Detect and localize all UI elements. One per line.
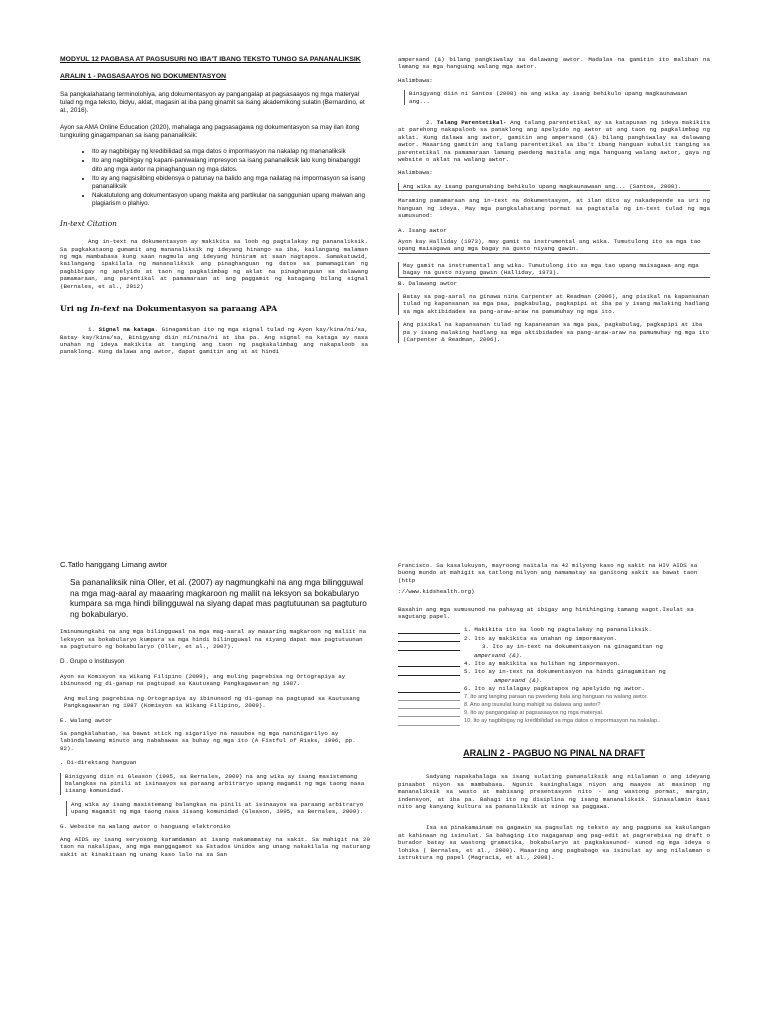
- many-ways-paragraph: Maraming pamamaraan ang in-text na dokumentasyon, at ilan dito ay nakadepende sa uri ng hanguan ng ideya. May mga pangkalahatang pormat sa pagtatala ng in-text tulad ng mga sumusunod:: [398, 197, 710, 220]
- example-paragraph: Binigyang diin ni Gleason (1995, sa Bernales, 2009) na ang wika ay isang masistemang balangkas na pinili at isinaayos sa paraang arbitraryo upang magamit ng mga taong nasa iisang komunidad.: [60, 773, 370, 795]
- answer-blank[interactable]: [398, 669, 460, 676]
- parentikal-paragraph: 2. Talang Parentetikal- Ang talang parentetikal ay sa katapusan ng ideya makikita at parehong nakapaloob sa panaklong ang apelyido ng awtor at ang taon ng pagkalimbag ng aklat. Kung dalawa ang awtor, gamitin ang ampersand (&) bilang panghiwalay sa dalawang awtor. Maaaring gamitin ang talang parentetikal sa iba't ibang hanguan subalit tanging sa parentetikal na pamamaraan lamang pwedeng maitala ang mga hanguang walang awtor, gaya ng website o aklat na walang awtor.: [398, 119, 711, 164]
- answer-blank[interactable]: [398, 702, 460, 709]
- subheading-dalawang-awtor: B. Dalawang awtor: [398, 279, 458, 287]
- answer-blank[interactable]: [398, 644, 460, 651]
- module-title: MODYUL 12 PAGBASA AT PAGSUSURI NG IBA'T IBANG TEKSTO TUNGO SA PANANALIKSIK: [60, 56, 361, 63]
- answer-blank[interactable]: [398, 710, 460, 717]
- example-label: Halimbawa:: [398, 169, 433, 177]
- quiz-item: 2. Ito ay makikita sa unahan ng impormasyon.: [398, 635, 710, 642]
- example-label: Halimbawa:: [398, 76, 433, 84]
- answer-blank[interactable]: [398, 660, 460, 667]
- example-paragraph: Ang AIDS ay isang seryosong karamdaman at isang nakamamatay na sakit. Sa mahigit na 20 taon na nakalipas, ang mga manggagamot sa Estados Unidos ang unang nakakilala ng naturang sakit at kinakitaan ng unang kaso lalo na sa San: [60, 835, 370, 858]
- intext-heading: In-text Citation: [60, 218, 117, 228]
- answer-blank[interactable]: [398, 719, 460, 726]
- quiz-item: 4. Ito ay makikita sa hulihan ng impormasyon.: [398, 660, 710, 667]
- example-box: Ang pisikal na kapansanan tulad ng kapansanan sa mga paa, pagkabulag, pagkapipi at iba pa y isang malaking hadlang sa mga aktibidades sa pang-araw-araw na pamumuhay ng mga ito (Carpenter & Readman, 2006).: [398, 321, 710, 343]
- quiz-item: 9. Ito ay pangangalap at pagsasaayos ng mga materyal.: [398, 710, 710, 717]
- aralin-2-paragraph: Isa sa pinakamainam na gagawin sa pagsulat ng teksto ay ang pagpuna sa kakulangan at kahinaan ng isinulat. Sa bahaging ito nagaganap ang pag-edit at pagrerebisa ng draft o burador batay sa wastong gramatika, bokabularyo at pagkakasunod- sunod ng mga ideya o lohika ( Bernales, et al., 2009). Maaaring ang pagbabago sa isinulat ay ang nilalaman o istruktura ng papel (Magracia, et al., 2008).: [398, 824, 710, 862]
- top-left-column: [60, 56, 368, 360]
- url-text: ://www.kidshealth.org): [398, 588, 475, 596]
- answer-blank[interactable]: [398, 635, 460, 642]
- quiz-item: 5. Ito ay in-text na dokumentasyon na hindi ginagamitan ng: [398, 668, 710, 675]
- lesson-title: ARALIN 1 - PAGSASAAYOS NG DOKUMENTASYON: [60, 72, 227, 80]
- answer-blank[interactable]: [398, 694, 460, 701]
- aralin-2-title: ARALIN 2 - PAGBUO NG PINAL NA DRAFT: [463, 747, 645, 758]
- example-paragraph: Ang muling pagrebisa ng Ortograpiya ay ibinunsod ng di-ganap na pagtupad sa Kautusang Pangkagawaran ng 1987 (Komisyon sa Wikang Filipino, 2009).: [64, 694, 360, 710]
- bottom-left-column: [60, 560, 370, 862]
- subheading-e: E. Walang awtor: [60, 716, 113, 724]
- ama-paragraph: Ayon sa AMA Online Education (2020), mahalaga ang pagsasagawa ng dokumentasyon sa may ilan itong tungkuling ginagampanan sa isang pananaliksik:: [60, 123, 360, 139]
- example-box: May gamit na instrumental ang wika. Tumutulong ito sa mga tao upang maisagawa ang mga bagay na gusto niyang gawin (Halliday, 1973).: [398, 262, 710, 278]
- quiz-item: 6. Ito ay nilalagay pagkatapos ng apelyido ng awtor.: [398, 685, 710, 692]
- quiz-item: 3. Ito ay in-text na dokumentasyon na ginagamitan ng: [398, 643, 710, 650]
- bottom-right-column: [398, 562, 710, 866]
- continued-text: Francisco. Sa kasalukuyan, mayroong naitala na 42 milyong kaso ng sakit na HIV AIDS sa buong mundo at mahigit sa tatlong milyon ang namamatay sa ganitong sakit sa bawat taon (http: [398, 562, 698, 584]
- example-paragraph: Iminumungkahi na ang mga bilingguwal na mga mag-aaral ay maaaring magkaroon ng maliit na leksyon sa bokabularyo kumpara sa mga hindi bilingguwal na siyang dapat mas pagtutuunan sa pagtuturo ng bokabularyo (Oller, et al., 2007).: [60, 628, 367, 651]
- instructions: Basahin ang mga sumusunod na pahayag at ibigay ang hinihinging tamang sagot.Isulat sa sagutang papel.: [398, 605, 694, 621]
- top-right-column: [398, 56, 710, 347]
- quiz-item: 7. Ito ang tanging paraan na pwedeng itala ang hanguan na walang awtor.: [398, 694, 710, 701]
- intro-paragraph: Sa pangkalahatang terminolohiya, ang dokumentasyon ay pangangalap at pagsasaayos ng mga materyal tulad ng mga teksto, bidyu, aklat, magasin at iba pang ginamit sa isang akademikong sulatin (Bernardino, et al., 2016).: [60, 90, 365, 115]
- intext-paragraph: Ang in-text na dokumentasyon ay makikita sa loob ng pagtalakay ng pananaliksik. Sa pagkakataong gumamit ang mananaliksik ng ideyang hinango sa iba, kailangang malaman ng mga mambabasa kung saan nagmula ang ideyang hiniram at saan nagtapos. Samakatuwid, kailangang ipakilala ng mananaliksik ang pinaghanguan ng datos sa pamamagitan ng pagbibigay ng apelyido at taon ng pagkalimbag ng aklat na pinaghanguan sa dalawang pamamaraan, ang parentikal at pamamaraan at ang paggamit ng katagang bilang signal (Bernales, et al., 2012): [60, 238, 368, 290]
- list-item: • Ito ang nagbibigay ng kapani-paniwalang impresyon sa isang pananaliksik lalo kung binabanggit dito ang mga awtor na pinaghanguan ng mga datos.: [92, 157, 368, 173]
- answer-blank[interactable]: [398, 686, 460, 693]
- parentikal-label: Talang Parentetikal-: [436, 119, 507, 127]
- function-list: [74, 148, 368, 208]
- answer-blank[interactable]: [398, 627, 460, 634]
- list-item: • Ito ay ang nagsisilbing ebidensya o patunay na balido ang mga nailatag na impormasyon sa isang pananaliksik: [92, 175, 368, 191]
- example-paragraph: Ang wika ay isang masistemang balangkas na pinili at isinaayos sa paraang arbitraryo upang magamit ng mga taong nasa iisang komunidad (Gleason, 1995, sa Bernales, 2009).: [66, 801, 370, 816]
- continued-text: ampersand (&) bilang pangkiwalay sa dalawang awtor. Madalas na gamitin ito maliban na lamang sa mga hanguang walang mga awtor.: [398, 56, 710, 71]
- list-item: • Nakatutulong ang dokumentasyon upang makita ang partikular na sanggunian upang maiwan ang plagiarism o plahiyo.: [92, 192, 368, 208]
- subheading-f: . Di-direktang hanguan: [60, 759, 137, 767]
- subheading-isang-awtor: A. Isang awtor: [398, 226, 447, 234]
- signal-paragraph: 1. Signal na kataga. Ginagamitan ito ng mga signal tulad ng Ayon kay/kina/ni/sa, Batay kay/kina/sa, Binigyang diin ni/nina/ni at iba pa. Ang signal na kataga ay nasa unahan ng ideya makikita at tanging ang taon ng pagkakalimbag ang nakapaloob sa panaklong. Kung dalawa ang awtor, dapat gamitin ang at at hindi: [60, 326, 368, 356]
- quiz-item-cont: ampersand (&).: [494, 676, 543, 684]
- quiz-item: 1. Makikita ito sa loob ng pagtalakay ng pananaliksik.: [398, 626, 710, 633]
- example-box: Ang wika ay isang pangunahing behikulo upang magkaunawaan ang... (Santos, 2008).: [398, 183, 710, 191]
- example-paragraph: Ayon sa Komisyon sa Wikang Filipino (2009), ang muling pagrebisa ng Ortograpiya ay ibinunsod ng di-ganap na pagtupad sa Kautusang Pangkagawaran ng 1987.: [60, 672, 346, 688]
- list-item: • Ito ay nagbibigay ng kredibilidad sa mga datos o impormasyon na nakalap ng mananaliksik: [92, 148, 368, 156]
- example-paragraph: Sa pangkalahatan, sa bawat stick ng sigarilyo na nauubos ng mga naninigarilyo ay labindalawang minuto ang nababawas sa buhay ng mga ito (A Fistful of Risks, 1996, pp. 82).: [60, 729, 356, 752]
- quiz-list: [398, 626, 710, 725]
- aralin-2-paragraph: Sadyang napakahalaga sa isang sulating pananaliksik ang nilalaman o ang ideyang pinaabot niyon sa mambabasa. Ngunit kasinghalaga niyon ang maayos at masinop ng mananaliksik sa wasto at mabisang presentasyon nito - ang wastong pormat, margin, indensyon, at iba pa. Bahagi ito ng disiplina ng isang mananaliksik. Sinasalamin kasi nito ang kanyang kultura sa pananaliksik at sinop sa paggawa.: [398, 773, 710, 811]
- subheading-d: D . Grupo o Institusyon: [60, 657, 125, 665]
- subheading-c: C.Tatlo hanggang Limang awtor: [60, 560, 168, 569]
- example-box: Ayon kay Halliday (1973), may gamit na instrumental ang wika. Tumutulong ito sa mga tao upang maisagawa ang mga bagay na gusto niyang gawin.: [398, 238, 710, 254]
- example-box: Batay sa pag-aaral na ginawa nina Carpenter at Readman (2006), ang pisikal na kapansanan tulad ng kapansanan sa mga paa, pagkabulag, pagkapipi at iba pa y isang malaking hadlang sa mga aktibidades sa pang-araw-araw na pamumuhay ng mga ito.: [398, 293, 710, 315]
- apa-heading: Uri ng In-text na Dokumentasyon sa paraang APA: [60, 303, 278, 313]
- example-box: Binigyang diin ni Santos (2008) na ang wika ay isang behikulo upang magkaunawaan ang...: [404, 90, 710, 105]
- quiz-item: 8. Ano ang isusulat kung mahigit sa dalawa ang awtor?: [398, 702, 710, 709]
- quiz-item: 10. Ito ay nagbibigay ng kredibilidad sa mga datos o impormasyon na nakalap..: [398, 718, 710, 725]
- quiz-item-cont: ampersand (&).: [474, 651, 523, 659]
- example-paragraph: Sa pananaliksik nina Oller, et al. (2007) ay nagmungkahi na ang mga bilingguwal na mga mag-aaral ay maaaring magkaroon ng maliit na leksyon sa bokabularyo kumpara sa mga hindi bilingguwal na siyang dapat mas pagtutuunan sa pagtuturo ng bokabularyo.: [70, 577, 367, 619]
- signal-label: Signal na kataga: [98, 326, 155, 334]
- subheading-g: G. Website na walang awtor o hanguang elektroniko: [60, 822, 231, 830]
